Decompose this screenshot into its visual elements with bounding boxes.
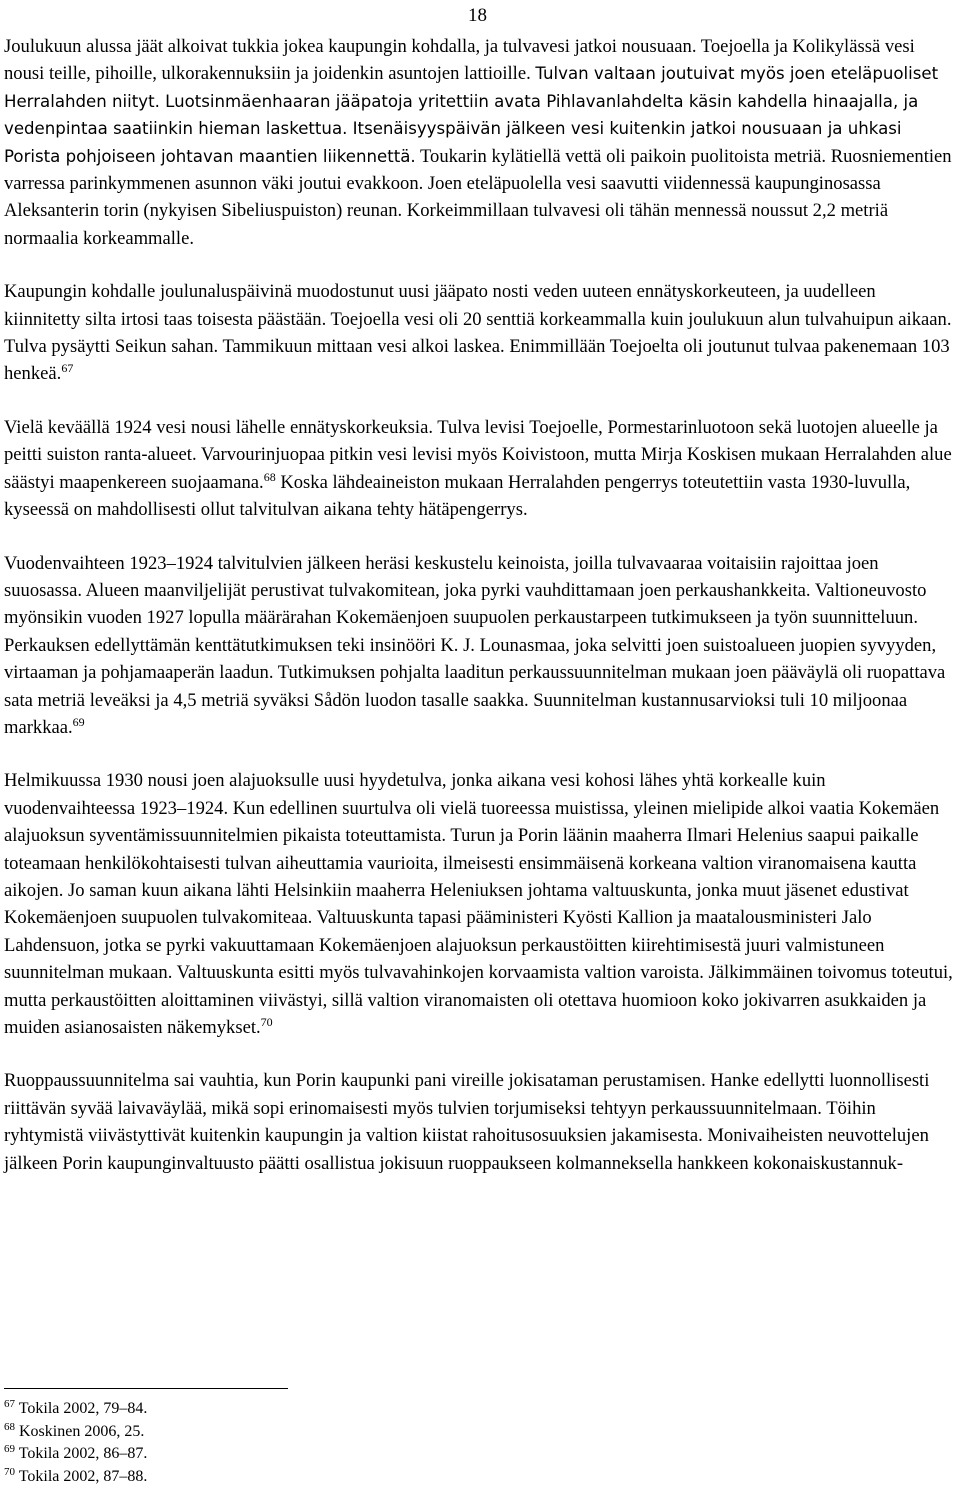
footnotes: [4, 1398, 604, 1488]
text-segment: Vuodenvaihteen 1923–1924 talvitulvien jälkeen heräsi keskustelu keinoista, joilla tulvavaaraa voitaisiin rajoittaa joen suuosassa. Alueen maanviljelijät perustivat tulvakomitean, joka pyrki vauhdittamaan joen perkaushankkeita. Valtioneuvosto myönsikin vuoden 1927 lopulla määrärahan Kokemäenjoen suupuolen perkaustarpeen tutkimukseen ja työn suunnitteluun. Perkauksen edellyttämän kenttätutkimuksen teki insinööri K. J. Lounasmaa, joka selvitti joen suistoalueen juopien syvyyden, virtaaman ja pohjamaaperän laadun. Tutkimuksen pohjalta laaditun perkaussuunnitelman mukaan joen pääväylä oli ruopattava sata metriä leveäksi ja 4,5 metriä syväksi Sådön luodon tasalle saakka. Suunnitelman kustannusarvioksi tuli 10 miljoonaa markkaa.: [4, 552, 946, 738]
paragraph: [4, 414, 954, 524]
footnote: [4, 1398, 604, 1421]
footnote: [4, 1443, 604, 1466]
footnote-reference[interactable]: 69: [72, 714, 85, 729]
paragraph: [4, 1067, 954, 1177]
footnote-divider: [4, 1388, 288, 1389]
footnote: [4, 1466, 604, 1489]
footnote-text: Koskinen 2006, 25.: [15, 1422, 145, 1440]
footnote-number: 69: [4, 1443, 15, 1455]
paragraph: [4, 278, 954, 388]
footnote-reference[interactable]: 67: [61, 361, 74, 376]
text-segment: Helmikuussa 1930 nousi joen alajuoksulle uusi hyydetulva, jonka aikana vesi kohosi lähes yhtä korkealle kuin vuodenvaihteessa 1923–1924. Kun edellinen suurtulva oli vielä tuoreessa muistissa, yleinen mielipide alkoi vaatia Kokemäen alajuoksun syventämissuunnitelmien pikaista toteuttamista. Turun ja Porin läänin maaherra Ilmari Helenius saapui paikalle toteamaan henkilökohtaisesti tulvan aiheuttamia vaurioita, ilmeisesti ensimmäisenä korkeana valtion viranomaisena kautta aikojen. Jo saman kuun aikana lähti Helsinkiin maaherra Heleniuksen johtama valtuuskunta, jonka muut jäsenet edustivat Kokemäenjoen suupuolen tulvakomiteaa. Valtuuskunta tapasi pääministeri Kyösti Kallion ja maatalousministeri Jalo Lahdensuon, jotka se pyrki vakuuttamaan Kokemäenjoen alajuoksun perkaustöitten kiirehtimisestä juuri valmistuneen suunnitelman mukaan. Valtuuskunta esitti myös tulvavahinkojen korvaamista valtion varoista. Jälkimmäinen toivomus toteutui, mutta perkaustöitten aloittaminen viivästyi, sillä valtion viranomaisten oli otettava huomioon koko jokivarren asukkaiden ja muiden asianosaisten näkemykset.: [4, 770, 953, 1038]
text-segment: Tulvan valtaan joutuivat myös joen eteläpuoliset Herralahden niityt. Luotsinmäenhaaran jääpatoja yritettiin avata Pihlavanlahdelta käsin kahdella hinaajalla, ja vedenpintaa saatiinkin hieman laskettua. Itsenäisyyspäivän jälkeen vesi kuitenkin jatkoi nousuaan ja uhkasi Porista pohjoiseen johtavan maantien liikennettä.: [4, 64, 939, 166]
paragraph: [4, 33, 954, 252]
footnote: [4, 1421, 604, 1444]
text-segment: Ruoppaussuunnitelma sai vauhtia, kun Porin kaupunki pani vireille jokisataman perustamisen. Hanke edellytti luonnollisesti riittävän syvää laivaväylää, mikä sopi erinomaisesti myös tulvien torjumiseksi tehtyyn perkaussuunnitelmaan. Töihin ryhtymistä viivästyttivät kuitenkin kaupungin ja valtion kiistat rahoitusosuuksien jakamisesta. Monivaiheisten neuvottelujen jälkeen Porin kaupunginvaltuusto päätti osallistua jokisuun ruoppaukseen kolmanneksella hankkeen kokonaiskustannuk-: [4, 1070, 930, 1174]
text-segment: Vielä keväällä 1924 vesi nousi lähelle ennätyskorkeuksia. Tulva levisi Toejoelle, Pormestarinluotoon sekä luotojen alueelle ja peitti suiston ranta-alueet. Varvourinjuopaa pitkin vesi levisi myös Koivistoon, mutta Mirja Koskisen mukaan Herralahden alue säästyi maapenkereen suojaamana.: [4, 416, 952, 493]
page-number: 18: [468, 5, 487, 26]
body-text: [4, 33, 954, 1177]
footnote-number: 67: [4, 1398, 15, 1410]
footnote-number: 68: [4, 1420, 15, 1433]
footnote-text: Tokila 2002, 86–87.: [15, 1445, 148, 1462]
paragraph: [4, 550, 954, 742]
footnote-reference[interactable]: 68: [263, 469, 276, 484]
footnote-reference[interactable]: 70: [260, 1015, 273, 1029]
footnote-text: Tokila 2002, 87–88.: [15, 1467, 148, 1485]
footnote-number: 70: [4, 1465, 15, 1478]
text-segment: Toukarin kylätiellä vettä oli paikoin puolitoista metriä. Ruosniementien varressa parinkymmenen asunnon väki joutui evakkoon. Joen eteläpuolella vesi saavutti viidennessä kaupunginosassa Aleksanterin torin (nykyisen Sibeliuspuiston) reunan. Korkeimmillaan tulvavesi oli tähän mennessä noussut 2,2 metriä normaalia korkeammalle.: [4, 145, 952, 249]
text-segment: Kaupungin kohdalle joulunaluspäivinä muodostunut uusi jääpato nosti veden uuteen ennätyskorkeuteen, ja uudelleen kiinnitetty silta irtosi taas toisesta päästään. Toejoella vesi oli 20 senttiä korkeammalla kuin joulukuun alun tulvahuipun aikaan. Tulva pysäytti Seikun sahan. Tammikuun mittaan vesi alkoi laskea. Enimmillään Toejoelta oli joutunut tulvaa pakenemaan 103 henkeä.: [4, 281, 952, 385]
text-segment: Joulukuun alussa jäät alkoivat tukkia jokea kaupungin kohdalla, ja tulvavesi jatkoi nousuaan. Toejoella ja Kolikylässä vesi nousi teille, pihoille, ulkorakennuksiin ja joidenkin asuntojen lattioille.: [4, 36, 915, 85]
text-segment: Koska lähdeaineiston mukaan Herralahden pengerrys toteutettiin vasta 1930-luvulla, kyseessä on mahdollisesti ollut talvitulvan aikana tehty hätäpengerrys.: [4, 471, 911, 521]
footnote-text: Tokila 2002, 79–84.: [15, 1400, 148, 1417]
paragraph: [4, 767, 954, 1041]
